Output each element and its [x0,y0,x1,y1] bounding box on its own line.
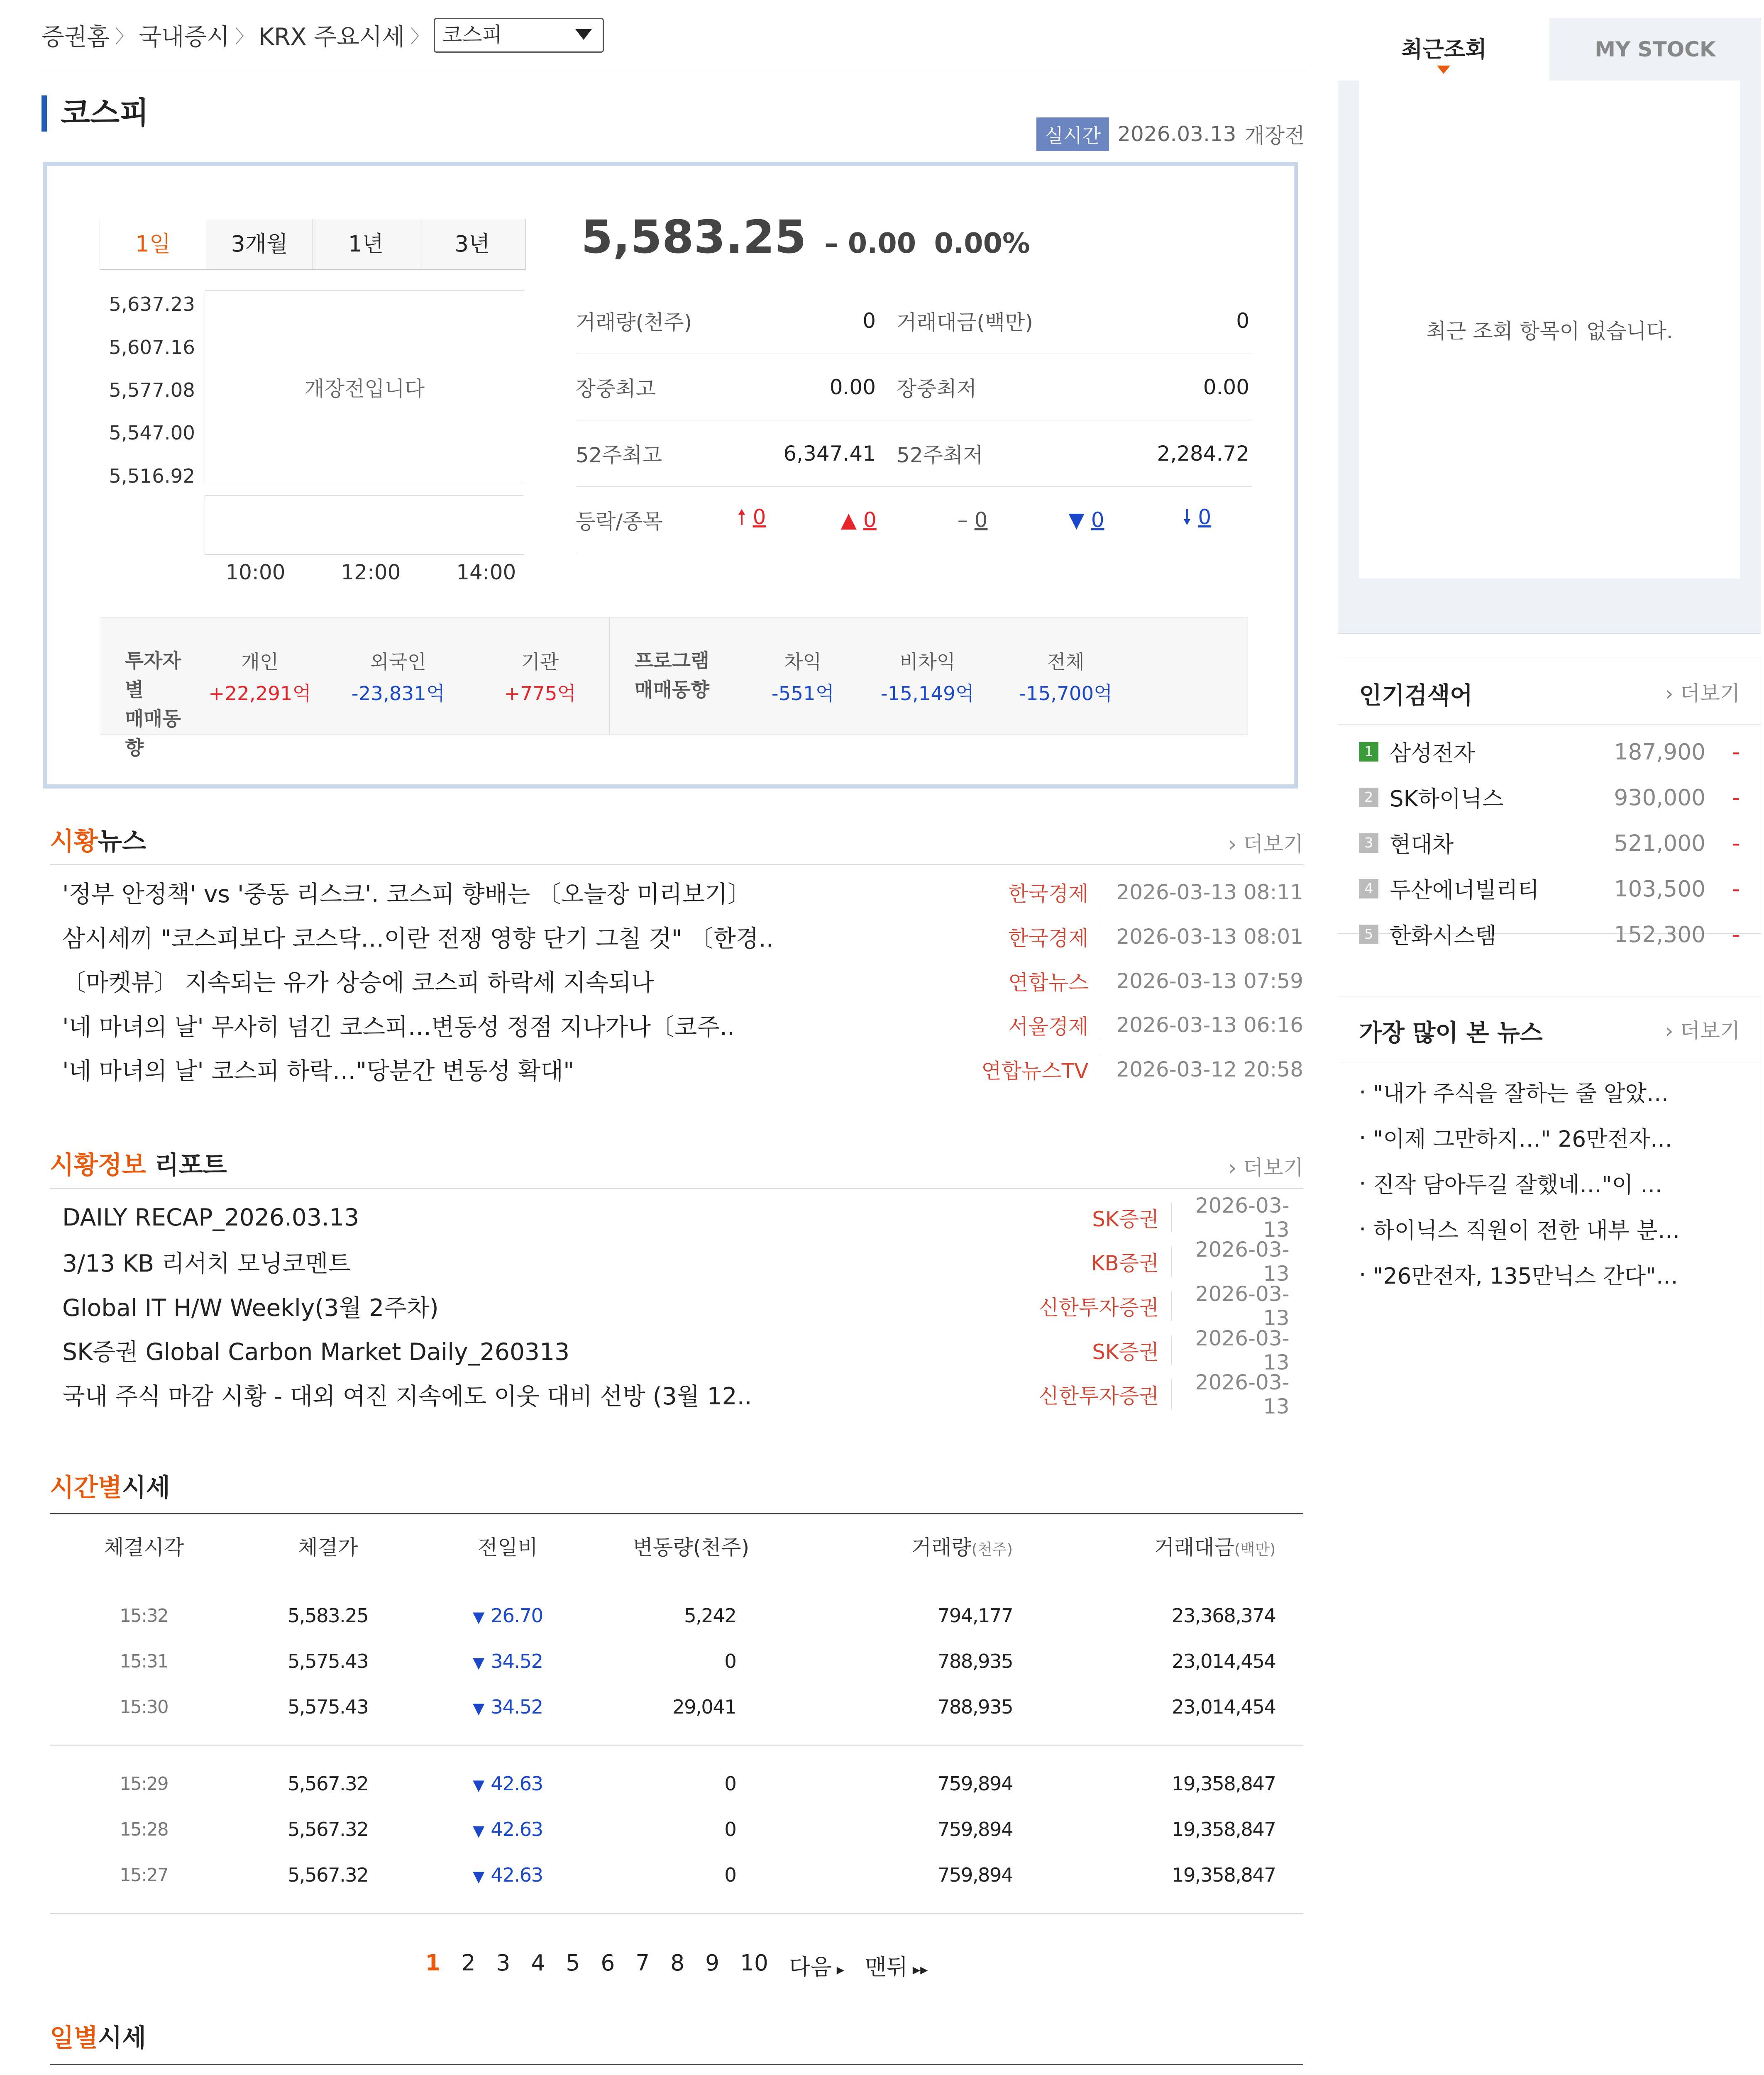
report-date: 2026-03-13 [1195,1193,1290,1242]
cell-change: ▼ 26.70 [473,1605,543,1628]
cell-change: ▼ 42.63 [473,1819,543,1841]
cell-amount: 23,014,454 [1171,1650,1276,1673]
rank-badge: 1 [1359,742,1378,762]
crumb-krx[interactable]: KRX 주요시세 [259,23,405,51]
report-headline[interactable]: DAILY RECAP_2026.03.13 [62,1204,359,1231]
investor-institution: 기관 +775억 [504,651,576,706]
cell-date: 15:29 [120,1774,168,1795]
cell-date: 15:27 [120,1865,168,1886]
rank-badge: 5 [1359,925,1378,944]
cell-price: 5,583.25 [287,1605,369,1628]
report-source: 신한투자증권 [1013,1291,1172,1321]
popular-price: 521,000 [1614,830,1706,856]
news-source: 한국경제 [963,877,1101,907]
quote-row: 장중최고 0.00 장중최저 0.00 [576,354,1252,420]
status-state: 개장전 [1244,124,1305,148]
investor-individual: 개인 +22,291억 [208,651,311,706]
program-arbitrage: 차익 -551억 [771,651,834,706]
table-bottom [50,1898,1303,1914]
row-divider [50,1745,1303,1746]
news-headline[interactable]: '네 마녀의 날' 무사히 넘긴 코스피…변동성 정점 지나가나〔코주.. [62,1013,735,1041]
rise-count[interactable]: ▲ 0 [840,508,877,532]
page-link[interactable]: 7 [635,1949,650,1976]
page-link[interactable]: 8 [670,1949,685,1976]
quote-grid [576,288,1252,553]
report-headline[interactable]: 3/13 KB 리서치 모닝코멘트 [62,1250,351,1277]
news-source: 서울경제 [963,1010,1101,1040]
flat-count[interactable]: – 0 [957,508,988,532]
status-row [1036,117,1305,151]
lower-limit[interactable]: 🠗 0 [1183,505,1212,530]
crumb-home[interactable]: 증권홈 [42,23,110,51]
breadcrumb [42,18,604,52]
cell-col4: 29,041 [672,1696,736,1719]
report-source: KB증권 [1013,1247,1172,1277]
cell-col4: 0 [724,1773,736,1796]
mostread-item[interactable]: · "이제 그만하지…" 26만전자… [1359,1124,1673,1152]
news-item[interactable] [50,1047,1303,1092]
cell-price: 5,567.32 [287,1773,369,1796]
popular-name[interactable]: 현대차 [1389,831,1454,858]
current-price: 5,583.25 [581,210,806,264]
mini-volume [205,495,524,554]
page-last[interactable]: 맨뒤 ▸▸ [865,1953,928,1980]
crumb-domestic[interactable]: 국내증시 [139,23,230,51]
news-item[interactable] [50,870,1303,915]
popular-name[interactable]: 삼성전자 [1389,740,1475,767]
report-headline[interactable]: 국내 주식 마감 시황 - 대외 여진 지속에도 이웃 대비 선방 (3월 12.. [62,1382,752,1410]
bullet-icon: · [1359,1170,1366,1196]
popular-change: - [1732,784,1740,810]
page-link[interactable]: 2 [461,1949,476,1976]
page-title: 코스피 [42,95,149,132]
news-headline[interactable]: 삼시세끼 "코스피보다 코스닥…이란 전쟁 영향 단기 그칠 것" 〔한경.. [62,925,774,952]
page-link[interactable]: 4 [531,1949,545,1976]
cell-date: 15:32 [120,1606,168,1627]
price-row [581,210,1030,264]
change-value: – 0.00 [824,227,916,259]
change-rate: 0.00% [934,227,1030,259]
popular-change: - [1732,875,1740,902]
cell-amount: 19,358,847 [1171,1819,1276,1841]
tab-1y[interactable]: 1년 [313,219,419,269]
news-item[interactable] [50,1003,1303,1047]
news-section [50,822,1303,1091]
down-arrow-icon: ▼ [473,1654,484,1672]
double-caret-icon: ▸▸ [908,1960,928,1978]
program-nonarb: 비차익 -15,149억 [880,651,974,706]
bullet-icon: · [1359,1261,1366,1288]
news-title: 시황뉴스 [50,827,146,857]
status-date: 2026.03.13 [1117,122,1236,146]
news-item[interactable] [50,959,1303,1003]
cell-col4: 0 [724,1864,736,1887]
table-row [50,1807,1303,1853]
news-headline[interactable]: '정부 안정책' vs '중동 리스크'. 코스피 향배는 〔오늘장 미리보기〕 [62,880,751,908]
cell-price: 5,567.32 [287,1819,369,1841]
popular-change: - [1732,830,1740,856]
chevron-right-icon: 〉 [410,26,429,47]
popular-price: 103,500 [1614,875,1706,902]
cell-volume: 759,894 [937,1773,1013,1796]
tab-recent[interactable]: 최근조회 [1338,18,1549,81]
period-tabs [100,219,526,270]
cell-price: 5,575.43 [287,1696,369,1719]
table-row [50,1593,1303,1639]
news-headline[interactable]: 〔마켓뷰〕 지속되는 유가 상승에 코스피 하락세 지속되나 [62,969,654,997]
bullet-icon: · [1359,1216,1366,1242]
cell-change: ▼ 34.52 [473,1650,543,1673]
report-item[interactable] [50,1195,1303,1240]
report-item[interactable] [50,1284,1303,1328]
table-row [50,1853,1303,1898]
cell-date: 15:30 [120,1697,168,1718]
cell-amount: 23,368,374 [1171,1605,1276,1628]
sidebar-recent-panel [1338,18,1761,633]
time-pager [50,1914,1303,1981]
news-headline[interactable]: '네 마녀의 날' 코스피 하락…"당분간 변동성 확대" [62,1057,574,1085]
cell-price: 5,575.43 [287,1650,369,1673]
cell-col4: 5,242 [684,1605,736,1628]
popular-item[interactable] [1359,820,1740,866]
report-more[interactable]: › 더보기 [1228,1156,1304,1180]
down-arrow-icon: ▼ [473,1699,484,1718]
popular-item[interactable] [1359,774,1740,820]
report-date: 2026-03-13 [1195,1370,1290,1419]
page-link[interactable]: 9 [705,1949,720,1976]
cell-volume: 759,894 [937,1819,1013,1841]
table-row [50,1761,1303,1807]
upper-limit[interactable]: 🠕 0 [737,505,766,530]
popular-more[interactable]: › 더보기 [1665,681,1740,706]
day-section [50,2018,1303,2075]
report-headline[interactable]: Global IT H/W Weekly(3월 2주차) [62,1294,439,1322]
mostread-more[interactable]: › 더보기 [1665,1019,1740,1043]
quote-row: 거래량(천주) 0 거래대금(백만) 0 [576,288,1252,354]
report-date: 2026-03-13 [1195,1326,1290,1374]
page-link[interactable]: 6 [601,1949,615,1976]
spacer [50,1578,1303,1594]
report-title: 시황정보 리포트 [50,1151,227,1180]
news-more[interactable]: › 더보기 [1228,832,1304,857]
down-arrow-icon: ▼ [473,1822,484,1840]
news-date: 2026-03-12 20:58 [1116,1057,1304,1081]
news-item[interactable] [50,915,1303,959]
cell-change: ▼ 34.52 [473,1696,543,1719]
news-source: 연합뉴스 [963,966,1101,996]
program-total: 전체 -15,700억 [1019,651,1113,706]
report-source: SK증권 [1013,1335,1172,1365]
popular-change: - [1732,921,1740,947]
down-arrow-icon: ▼ [473,1868,484,1886]
cell-col4: 0 [724,1650,736,1673]
report-section [50,1145,1303,1417]
mostread-title: 가장 많이 본 뉴스 [1359,1019,1543,1047]
rank-badge: 2 [1359,788,1378,807]
page-link[interactable]: 10 [740,1949,768,1976]
page-link[interactable]: 1 [425,1949,441,1976]
quote-row: 52주최고 6,347.41 52주최저 2,284.72 [576,420,1252,487]
report-source: 신한투자증권 [1013,1379,1172,1409]
cell-volume: 794,177 [937,1605,1013,1628]
report-item[interactable] [50,1372,1303,1417]
index-select[interactable]: 코스피 [434,18,604,52]
down-arrow-icon: ▼ [473,1776,484,1794]
rank-badge: 3 [1359,833,1378,853]
table-row [50,1684,1303,1730]
mini-y-axis: 5,637.23 5,607.16 5,577.08 5,547.00 5,516.92 [109,293,195,488]
mostread-item[interactable]: · 하이닉스 직원이 전한 내부 분… [1359,1216,1680,1244]
popular-price: 152,300 [1614,921,1706,947]
day-header [50,2064,1303,2075]
news-date: 2026-03-13 06:16 [1116,1013,1304,1038]
rank-badge: 4 [1359,879,1378,898]
cell-date: 15:28 [120,1819,168,1841]
mostread-panel [1338,996,1761,1325]
time-header: 체결시각 체결가 전일비 변동량(천주) 거래량(천주) 거래대금(백만) [50,1513,1303,1578]
page-link[interactable]: 3 [496,1949,511,1976]
report-item[interactable] [50,1328,1303,1372]
down-arrow-icon: ▼ [473,1608,484,1626]
bullet-icon: · [1359,1124,1366,1151]
report-source: SK증권 [1013,1203,1172,1233]
table-row [50,1639,1303,1684]
tab-3y[interactable]: 3년 [419,219,525,269]
popular-name[interactable]: SK하이닉스 [1389,786,1504,812]
cell-change: ▼ 42.63 [473,1864,543,1887]
recent-empty: 최근 조회 항목이 없습니다. [1359,81,1740,579]
tab-mystock[interactable]: MY STOCK [1595,37,1716,62]
program-label: 프로그램 매매동향 [609,618,748,734]
popular-title: 인기검색어 [1359,682,1473,710]
popular-item[interactable] [1359,866,1740,911]
tab-3m[interactable]: 3개월 [206,219,313,269]
bullet-icon: · [1359,1079,1366,1105]
news-date: 2026-03-13 07:59 [1116,969,1304,993]
cell-col4: 0 [724,1819,736,1841]
page-next[interactable]: 다음 ▸ [789,1953,845,1980]
cell-date: 15:31 [120,1651,168,1672]
cell-volume: 788,935 [937,1696,1013,1719]
news-date: 2026-03-13 08:11 [1116,880,1304,905]
popular-item[interactable] [1359,911,1740,957]
updown-row: 등락/종목 🠕 0 ▲ 0 – 0 ▼ 0 🠗 0 [576,487,1252,553]
news-date: 2026-03-13 08:01 [1116,925,1304,949]
cell-price: 5,567.32 [287,1864,369,1887]
mostread-item[interactable]: · "26만전자, 135만닉스 간다"… [1359,1261,1678,1289]
popular-name[interactable]: 한화시스템 [1389,923,1497,949]
status-badge: 실시간 [1036,117,1109,151]
mini-chart: 개장전입니다 [205,290,524,484]
news-source: 한국경제 [963,922,1101,952]
report-date: 2026-03-13 [1195,1282,1290,1330]
popular-price: 187,900 [1614,738,1706,765]
page-link[interactable]: 5 [566,1949,580,1976]
time-title: 시간별시세 [50,1473,170,1502]
report-item[interactable] [50,1240,1303,1284]
cell-change: ▼ 42.63 [473,1773,543,1796]
cell-amount: 19,358,847 [1171,1773,1276,1796]
chevron-right-icon: 〉 [115,26,133,47]
popular-name[interactable]: 두산에너빌리티 [1389,877,1539,903]
investor-label: 투자자별 매매동향 [125,649,181,759]
popular-price: 930,000 [1614,784,1706,810]
cell-amount: 19,358,847 [1171,1864,1276,1887]
mostread-item[interactable]: · 진작 담아두길 잘했네…"이 … [1359,1170,1663,1198]
sidebar-tabs [1338,18,1761,81]
report-headline[interactable]: SK증권 Global Carbon Market Daily_260313 [62,1338,570,1366]
popular-change: - [1732,738,1740,765]
day-title: 일별시세 [50,2024,146,2053]
cell-amount: 23,014,454 [1171,1696,1276,1719]
cell-volume: 788,935 [937,1650,1013,1673]
tab-1d[interactable]: 1일 [100,219,206,269]
investor-panel [100,617,1248,759]
cell-volume: 759,894 [937,1864,1013,1887]
news-source: 연합뉴스TV [963,1055,1101,1084]
fall-count[interactable]: ▼ 0 [1068,508,1104,532]
investor-foreign: 외국인 -23,831억 [351,651,445,706]
chevron-right-icon: 〉 [235,26,253,47]
popular-item[interactable] [1359,729,1740,774]
time-section [50,1468,1303,1981]
popular-panel [1338,657,1761,949]
mini-x-axis: 10:00 12:00 14:00 [225,560,516,585]
mostread-item[interactable]: · "내가 주식을 잘하는 줄 알았… [1359,1079,1669,1107]
caret-right-icon: ▸ [832,1960,845,1978]
report-date: 2026-03-13 [1195,1238,1290,1286]
